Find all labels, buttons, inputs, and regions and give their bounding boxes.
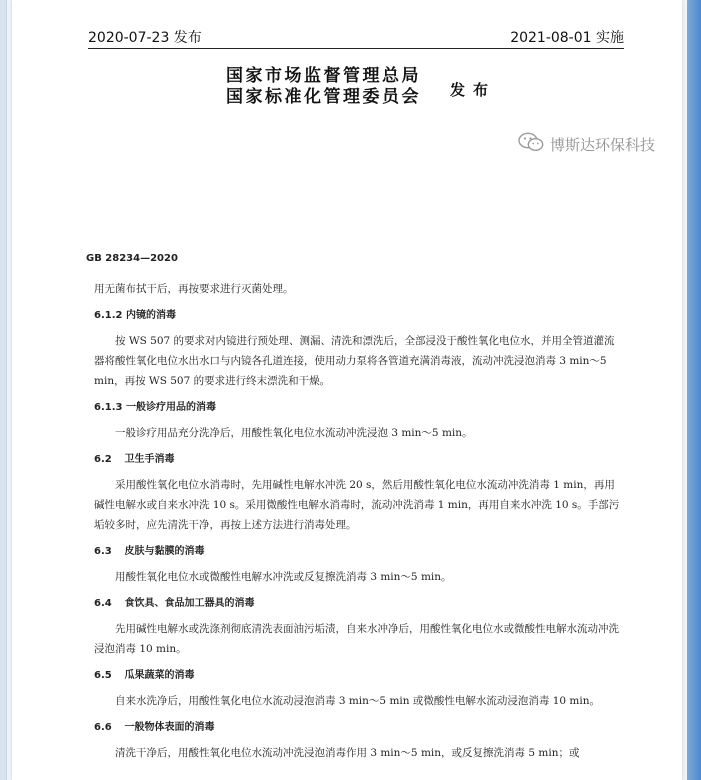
issuer-samr: 国家市场监督管理总局 [226,66,421,86]
section-title: 一般诊疗用品的消毒 [125,402,216,413]
wechat-icon [518,132,544,156]
section-number: 6.2 [94,454,112,465]
section-heading [94,452,622,468]
section-paragraph: 用酸性氧化电位水或微酸性电解水冲洗或反复擦洗消毒 3 min～5 min。 [115,571,452,583]
section-title: 瓜果蔬菜的消毒 [124,670,195,681]
section-heading [94,544,622,560]
section-heading [94,668,622,684]
section-number: 6.5 [94,670,112,681]
watermark-text: 博斯达环保科技 [550,135,656,154]
viewer-scrollbar[interactable] [687,0,701,780]
section-number: 6.4 [94,598,112,609]
section-heading [94,720,622,736]
section-number: 6.3 [94,546,112,557]
header-rule [88,48,624,49]
section-paragraph: 自来水洗净后，用酸性氧化电位水流动浸泡消毒 3 min～5 min 或微酸性电解水流动浸泡消毒 10 min。 [115,695,600,707]
release-date: 2020-07-23 发布 [88,30,202,46]
section-title: 食饮具、食品加工器具的消毒 [124,598,255,609]
publish-label: 发布 [450,81,497,99]
section-heading [94,596,622,612]
section-number: 6.1.2 [94,310,123,321]
issuer-sac: 国家标准化管理委员会 [226,87,421,107]
section-heading [94,400,622,416]
section-number: 6.1.3 [94,402,123,413]
standard-number: GB 28234—2020 [86,253,178,264]
date-line [88,27,624,49]
section-paragraph: 先用碱性电解水或洗涤剂彻底清洗表面油污垢渍，自来水冲净后，用酸性氧化电位水或微酸性电解水流动冲洗浸泡消毒 10 min。 [94,623,619,655]
section-title: 内镜的消毒 [125,310,176,321]
section-title: 一般物体表面的消毒 [124,722,215,733]
section-paragraph: 清洗干净后，用酸性氧化电位水流动冲洗浸泡消毒作用 3 min～5 min，或反复擦洗消毒 5 min；或 [115,747,580,759]
implement-date: 2021-08-01 实施 [510,30,624,46]
viewer-left-frame [0,0,7,780]
section-paragraph: 一般诊疗用品充分洗净后，用酸性氧化电位水流动冲洗浸泡 3 min～5 min。 [115,427,473,439]
section-paragraph: 采用酸性氧化电位水消毒时，先用碱性电解水冲洗 20 s，然后用酸性氧化电位水流动冲洗消毒 1 min，再用碱性电解水或自来水冲洗 10 s。采用微酸性电解水消毒时，流动冲洗消毒 1 min，再用自来水冲洗 10 s。手部污垢较多时，应先清洗干净，再按上述方法进行消毒处理。 [94,479,620,531]
document-body [94,279,622,763]
section-number: 6.6 [94,722,112,733]
section-paragraph: 按 WS 507 的要求对内镜进行预处理、测漏、清洗和漂洗后，全部浸没于酸性氧化电位水，并用全管道灌流器将酸性氧化电位水出水口与内镜各孔道连接，使用动力泵将各管道充满消毒液，流动冲洗浸泡消毒 3 min～5 min，再按 WS 507 的要求进行终末漂洗和干燥。 [94,335,615,387]
watermark [518,131,655,157]
section-title: 卫生手消毒 [124,454,175,465]
section-heading [94,308,622,324]
document-page [12,0,682,780]
intro-paragraph: 用无菌布拭干后，再按要求进行灭菌处理。 [94,283,294,295]
section-title: 皮肤与黏膜的消毒 [124,546,205,557]
